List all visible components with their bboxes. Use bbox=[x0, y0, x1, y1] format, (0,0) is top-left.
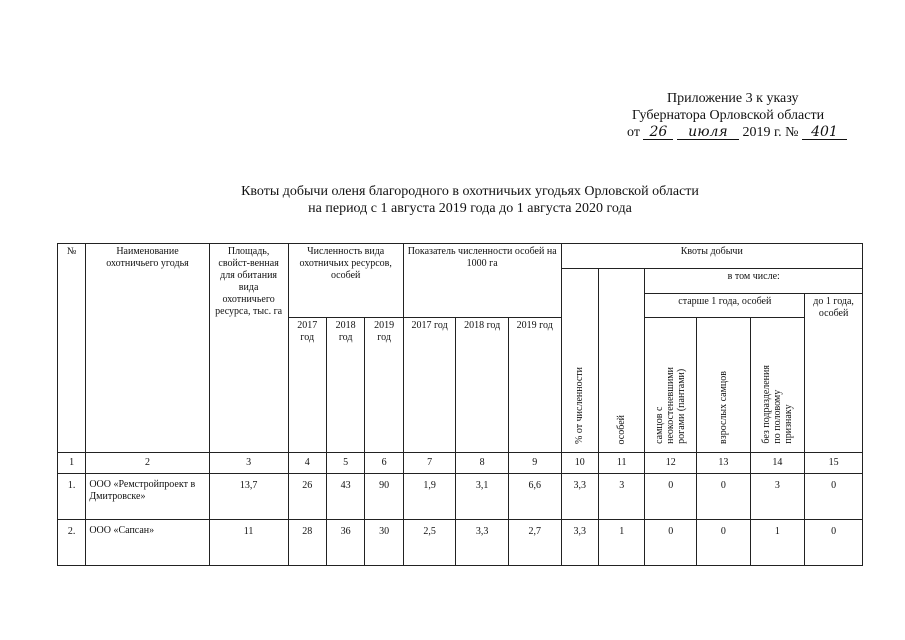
table-cell: 11 bbox=[209, 520, 288, 566]
table-cell: 90 bbox=[365, 474, 403, 520]
appendix-from: от bbox=[627, 125, 640, 140]
header-pop-2017: 2017 год bbox=[288, 318, 326, 453]
table-cell: 2. bbox=[58, 520, 86, 566]
table-cell: 30 bbox=[365, 520, 403, 566]
appendix-block bbox=[600, 90, 870, 141]
table-cell: 26 bbox=[288, 474, 326, 520]
appendix-date-line bbox=[600, 124, 870, 141]
header-no-division-text: без подразделения по половому признаку bbox=[760, 365, 794, 444]
table-cell: 28 bbox=[288, 520, 326, 566]
column-number-cell: 7 bbox=[403, 453, 456, 474]
table-cell: 0 bbox=[645, 474, 697, 520]
hunting-ground-name: ООО «Сапсан» bbox=[86, 520, 209, 566]
table-cell: 3,3 bbox=[561, 520, 598, 566]
header-count bbox=[598, 269, 645, 453]
header-young: до 1 года, особей bbox=[805, 294, 863, 453]
column-numbers-row bbox=[58, 453, 863, 474]
column-number-cell: 1 bbox=[58, 453, 86, 474]
column-number-cell: 12 bbox=[645, 453, 697, 474]
table-cell: 13,7 bbox=[209, 474, 288, 520]
column-number-cell: 3 bbox=[209, 453, 288, 474]
column-number-cell: 13 bbox=[697, 453, 751, 474]
header-adult-males bbox=[697, 318, 751, 453]
table-cell: 3 bbox=[598, 474, 645, 520]
table-cell: 0 bbox=[645, 520, 697, 566]
table-cell: 1 bbox=[750, 520, 805, 566]
table-cell: 2,7 bbox=[508, 520, 561, 566]
title-line-1: Квоты добычи оленя благородного в охотничьих угодьях Орловской области bbox=[241, 184, 699, 199]
quota-table bbox=[57, 243, 863, 566]
table-row bbox=[58, 474, 863, 520]
hunting-ground-name: ООО «Ремстройпроект в Дмитровске» bbox=[86, 474, 209, 520]
header-area: Площадь, свойст-венная для обитания вида охотничьего ресурса, тыс. га bbox=[209, 244, 288, 453]
table-cell: 3,1 bbox=[456, 474, 509, 520]
header-including: в том числе: bbox=[645, 269, 863, 294]
table-cell: 1. bbox=[58, 474, 86, 520]
column-number-cell: 5 bbox=[326, 453, 364, 474]
header-name: Наименование охотничьего угодья bbox=[86, 244, 209, 453]
handwritten-month: июля bbox=[677, 125, 739, 140]
handwritten-day: 26 bbox=[643, 125, 673, 140]
table-cell: 3,3 bbox=[456, 520, 509, 566]
header-density: Показатель численности особей на 1000 га bbox=[403, 244, 561, 318]
column-number-cell: 10 bbox=[561, 453, 598, 474]
header-den-2019: 2019 год bbox=[508, 318, 561, 453]
header-population: Численность вида охотничьих ресурсов, особей bbox=[288, 244, 403, 318]
header-pct bbox=[561, 269, 598, 453]
table-cell: 0 bbox=[805, 474, 863, 520]
column-number-cell: 14 bbox=[750, 453, 805, 474]
table-cell: 2,5 bbox=[403, 520, 456, 566]
table-cell: 6,6 bbox=[508, 474, 561, 520]
handwritten-number: 401 bbox=[802, 125, 847, 140]
appendix-year: 2019 г. № bbox=[742, 125, 799, 140]
appendix-line-1: Приложение 3 к указу bbox=[667, 91, 799, 106]
table-cell: 43 bbox=[326, 474, 364, 520]
header-den-2017: 2017 год bbox=[403, 318, 456, 453]
table-row bbox=[58, 520, 863, 566]
header-no-division bbox=[750, 318, 805, 453]
header-male-antlers bbox=[645, 318, 697, 453]
table-body bbox=[58, 474, 863, 566]
table-cell: 3 bbox=[750, 474, 805, 520]
document-title bbox=[150, 183, 790, 217]
header-older: старше 1 года, особей bbox=[645, 294, 805, 318]
column-number-cell: 6 bbox=[365, 453, 403, 474]
column-number-cell: 9 bbox=[508, 453, 561, 474]
table-cell: 36 bbox=[326, 520, 364, 566]
header-pop-2018: 2018 год bbox=[326, 318, 364, 453]
column-number-cell: 4 bbox=[288, 453, 326, 474]
column-number-cell: 8 bbox=[456, 453, 509, 474]
table-cell: 0 bbox=[697, 520, 751, 566]
header-quota: Квоты добычи bbox=[561, 244, 862, 269]
header-adult-males-text: взрослых самцов bbox=[717, 371, 729, 444]
column-number-cell: 15 bbox=[805, 453, 863, 474]
header-count-text: особей bbox=[616, 414, 628, 444]
table-cell: 1 bbox=[598, 520, 645, 566]
table-cell: 1,9 bbox=[403, 474, 456, 520]
header-den-2018: 2018 год bbox=[456, 318, 509, 453]
table-cell: 3,3 bbox=[561, 474, 598, 520]
header-pop-2019: 2019 год bbox=[365, 318, 403, 453]
column-number-cell: 2 bbox=[86, 453, 209, 474]
header-no: № bbox=[58, 244, 86, 453]
header-male-antlers-text: самцов с неокостеневшими рогами (пантами) bbox=[654, 367, 688, 444]
appendix-line-2: Губернатора Орловской области bbox=[632, 108, 825, 123]
table-cell: 0 bbox=[805, 520, 863, 566]
table-cell: 0 bbox=[697, 474, 751, 520]
title-line-2: на период с 1 августа 2019 года до 1 августа 2020 года bbox=[308, 201, 632, 216]
header-pct-text: % от численности bbox=[574, 367, 586, 444]
column-number-cell: 11 bbox=[598, 453, 645, 474]
